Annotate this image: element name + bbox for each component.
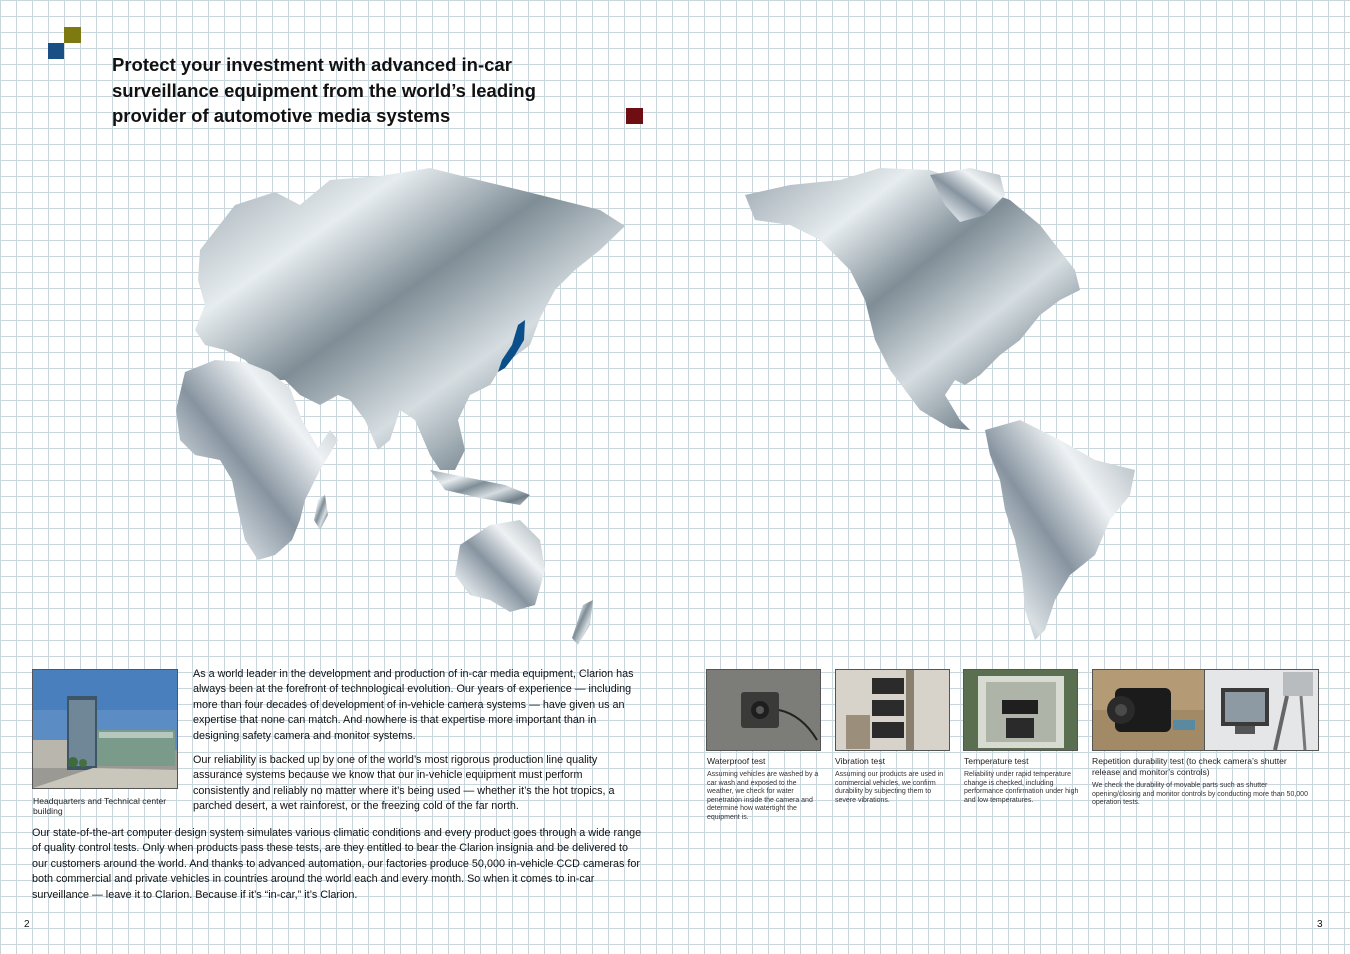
madagascar-shape xyxy=(314,495,328,530)
waterproof-test-desc: Assuming vehicles are washed by a car wash and exposed to the weather, we check for water penetration inside the camera and determine how watertight the equipment is. xyxy=(707,771,819,821)
australia-shape xyxy=(455,520,545,612)
hq-building-photo xyxy=(32,669,178,789)
page-number-left: 2 xyxy=(24,919,30,930)
repetition-test-title: Repetition durability test (to check camera’s shutter release and monitor’s controls) xyxy=(1092,756,1287,777)
intro-paragraph-2: Our reliability is backed up by one of the world’s most rigorous production line quality assurance systems because we know that our in-vehicle equipment must perform consistently and reliably no matter where it’s being used — whether it’s the hot tropics, a parched desert, a wet rainforest, or the freezing cold of the far north. xyxy=(193,754,615,813)
vibration-test-photo xyxy=(835,669,950,751)
hq-photo-caption: Headquarters and Technical center building xyxy=(33,796,167,816)
waterproof-test-photo xyxy=(706,669,821,751)
indonesia-shape xyxy=(430,470,530,505)
waterproof-test-title: Waterproof test xyxy=(707,756,766,766)
intro-text xyxy=(193,667,641,824)
closing-paragraph: Our state-of-the-art computer design system simulates various climatic conditions and every product goes through a wide range of quality control tests. Only when products pass these tests, are they entitled to bear the Clarion insignia and be delivered to our customers around the world. And thanks to advanced automation, our factories produce 50,000 in-vehicle CCD cameras for both commercial and private vehicles in countries around the world each and every month. So when it comes to in-car surveillance — leave it to Clarion. Because if it’s “in-car,” it’s Clarion. xyxy=(32,827,642,901)
repetition-test-photo-camera xyxy=(1092,669,1206,751)
repetition-test-photo-monitor xyxy=(1204,669,1319,751)
repetition-test-desc: We check the durability of movable parts such as shutter opening/closing and monitor controls by conducting more than 50,000 operation tests. xyxy=(1092,782,1308,807)
newzealand-shape xyxy=(572,600,593,645)
north-america-shape xyxy=(745,168,1080,430)
temperature-test-photo xyxy=(963,669,1078,751)
headline: Protect your investment with advanced in-car surveillance equipment from the world’s leading provider of automotive media systems xyxy=(112,54,536,126)
page-number-right: 3 xyxy=(1317,919,1323,930)
intro-paragraph-1: As a world leader in the development and production of in-car media equipment, Clarion has always been at the forefront of technological evolution. Our years of experience — including more than four decades of development of in-vehicle camera systems — have given us an expertise that none can match. And nowhere is that expertise more important than in designing safety camera and monitor systems. xyxy=(193,668,634,742)
vibration-test-title: Vibration test xyxy=(835,756,886,766)
temperature-test-title: Temperature test xyxy=(964,756,1029,766)
temperature-test-desc: Reliability under rapid temperature change is checked, including performance confirmation under high and low temperatures. xyxy=(964,771,1079,804)
vibration-test-desc: Assuming our products are used in commercial vehicles, we confirm durability by subjecting them to severe vibrations. xyxy=(835,771,944,804)
south-america-shape xyxy=(985,420,1135,640)
